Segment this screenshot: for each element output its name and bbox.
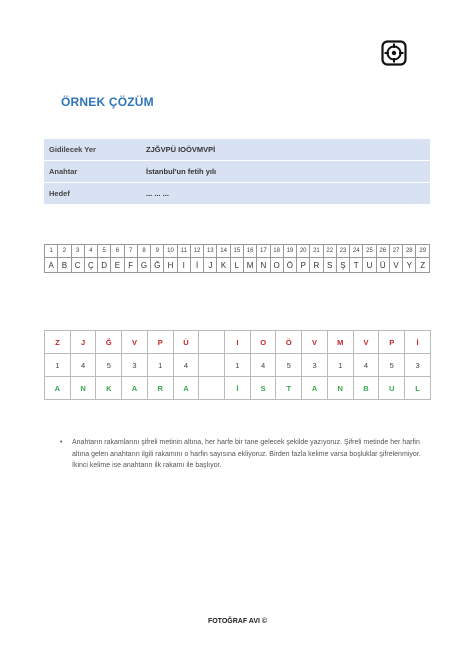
cipher-letter-cell: Ğ: [96, 331, 122, 354]
key-digit-cell: 3: [405, 354, 431, 377]
plain-letter-cell: [199, 377, 225, 400]
cipher-letter-cell: [199, 331, 225, 354]
plain-letter-cell: İ: [225, 377, 251, 400]
plain-letter-cell: N: [327, 377, 353, 400]
plain-letter-cell: L: [405, 377, 431, 400]
plain-letter-cell: A: [45, 377, 71, 400]
alphabet-letter-cell: Ö: [283, 258, 296, 273]
cipher-letter-cell: Ü: [173, 331, 199, 354]
plain-letter-cell: A: [302, 377, 328, 400]
alphabet-number-cell: 4: [84, 245, 97, 258]
alphabet-letter-cell: M: [243, 258, 256, 273]
alphabet-number-row: [45, 245, 430, 258]
cipher-letter-cell: I: [225, 331, 251, 354]
alphabet-number-cell: 14: [217, 245, 230, 258]
alphabet-number-cell: 11: [177, 245, 190, 258]
info-row-key: [44, 161, 430, 182]
key-digit-cell: 1: [147, 354, 173, 377]
alphabet-number-cell: 1: [45, 245, 58, 258]
plain-text-row: [45, 377, 431, 400]
bullet: •: [60, 439, 63, 446]
alphabet-letter-cell: İ: [190, 258, 203, 273]
alphabet-number-cell: 13: [204, 245, 217, 258]
plain-letter-cell: B: [353, 377, 379, 400]
alphabet-letter-cell: Ğ: [151, 258, 164, 273]
footer: FOTOĞRAF AVI ©: [207, 618, 268, 625]
alphabet-letter-cell: R: [310, 258, 323, 273]
info-table: [44, 138, 430, 205]
info-value: ZJĞVPÜ IOÖVMVPİ: [141, 139, 430, 160]
alphabet-number-cell: 28: [403, 245, 416, 258]
key-digit-cell: 4: [250, 354, 276, 377]
alphabet-letter-cell: H: [164, 258, 177, 273]
alphabet-letter-cell: Y: [403, 258, 416, 273]
alphabet-letter-cell: Ç: [84, 258, 97, 273]
alphabet-letter-cell: L: [230, 258, 243, 273]
alphabet-number-cell: 16: [243, 245, 256, 258]
alphabet-number-cell: 24: [350, 245, 363, 258]
alphabet-letter-cell: B: [58, 258, 71, 273]
alphabet-number-cell: 22: [323, 245, 336, 258]
cipher-letter-cell: V: [302, 331, 328, 354]
plain-letter-cell: K: [96, 377, 122, 400]
alphabet-letter-cell: N: [257, 258, 270, 273]
plain-letter-cell: S: [250, 377, 276, 400]
cipher-letter-cell: O: [250, 331, 276, 354]
key-digit-cell: 4: [173, 354, 199, 377]
alphabet-number-cell: 12: [190, 245, 203, 258]
alphabet-letter-cell: C: [71, 258, 84, 273]
info-row-target: [44, 183, 430, 204]
alphabet-number-cell: 18: [270, 245, 283, 258]
info-key: Anahtar: [44, 161, 141, 182]
plain-letter-cell: T: [276, 377, 302, 400]
alphabet-number-cell: 9: [151, 245, 164, 258]
page-title: ÖRNEK ÇÖZÜM: [61, 95, 154, 109]
alphabet-number-cell: 27: [389, 245, 402, 258]
explanation-note: [60, 437, 422, 472]
plain-letter-cell: A: [173, 377, 199, 400]
alphabet-letter-cell: U: [363, 258, 376, 273]
alphabet-letter-cell: P: [297, 258, 310, 273]
alphabet-number-cell: 21: [310, 245, 323, 258]
alphabet-letter-cell: A: [45, 258, 58, 273]
key-digit-cell: 1: [327, 354, 353, 377]
alphabet-letter-row: [45, 258, 430, 273]
alphabet-letter-cell: Z: [416, 258, 430, 273]
alphabet-number-cell: 5: [98, 245, 111, 258]
alphabet-letter-cell: J: [204, 258, 217, 273]
alphabet-number-cell: 19: [283, 245, 296, 258]
cipher-letter-cell: V: [122, 331, 148, 354]
cipher-letter-cell: P: [379, 331, 405, 354]
info-key: Hedef: [44, 183, 141, 204]
alphabet-number-cell: 8: [137, 245, 150, 258]
alphabet-number-cell: 17: [257, 245, 270, 258]
cipher-letter-cell: Ö: [276, 331, 302, 354]
alphabet-number-cell: 26: [376, 245, 389, 258]
key-digit-row: [45, 354, 431, 377]
alphabet-letter-cell: Ü: [376, 258, 389, 273]
alphabet-number-cell: 20: [297, 245, 310, 258]
key-digit-cell: 5: [96, 354, 122, 377]
alphabet-letter-cell: Ş: [336, 258, 349, 273]
cipher-text-row: [45, 331, 431, 354]
alphabet-letter-cell: I: [177, 258, 190, 273]
plain-letter-cell: R: [147, 377, 173, 400]
alphabet-number-cell: 3: [71, 245, 84, 258]
alphabet-number-cell: 29: [416, 245, 430, 258]
alphabet-letter-cell: V: [389, 258, 402, 273]
key-digit-cell: 3: [302, 354, 328, 377]
alphabet-number-cell: 10: [164, 245, 177, 258]
key-digit-cell: [199, 354, 225, 377]
alphabet-letter-cell: G: [137, 258, 150, 273]
info-row-destination: [44, 139, 430, 160]
cipher-letter-cell: Z: [45, 331, 71, 354]
cipher-table: [44, 330, 431, 400]
key-digit-cell: 3: [122, 354, 148, 377]
alphabet-number-cell: 25: [363, 245, 376, 258]
alphabet-number-cell: 15: [230, 245, 243, 258]
alphabet-table: [44, 244, 430, 273]
alphabet-number-cell: 7: [124, 245, 137, 258]
key-digit-cell: 5: [379, 354, 405, 377]
cipher-letter-cell: J: [70, 331, 96, 354]
alphabet-letter-cell: T: [350, 258, 363, 273]
cipher-letter-cell: İ: [405, 331, 431, 354]
key-digit-cell: 5: [276, 354, 302, 377]
alphabet-number-cell: 23: [336, 245, 349, 258]
key-digit-cell: 1: [45, 354, 71, 377]
alphabet-letter-cell: K: [217, 258, 230, 273]
cipher-letter-cell: V: [353, 331, 379, 354]
info-value: ... ... ...: [141, 183, 430, 204]
alphabet-letter-cell: D: [98, 258, 111, 273]
key-digit-cell: 1: [225, 354, 251, 377]
key-digit-cell: 4: [353, 354, 379, 377]
info-key: Gidilecek Yer: [44, 139, 141, 160]
key-digit-cell: 4: [70, 354, 96, 377]
plain-letter-cell: U: [379, 377, 405, 400]
alphabet-letter-cell: F: [124, 258, 137, 273]
cipher-letter-cell: P: [147, 331, 173, 354]
info-value: İstanbul'un fetih yılı: [141, 161, 430, 182]
alphabet-letter-cell: S: [323, 258, 336, 273]
alphabet-letter-cell: E: [111, 258, 124, 273]
explanation-text: Anahtarın rakamlarını şifreli metinin altına, her harfe bir tane gelecek şekilde yazıyoruz. Şifreli metinde her harfin altına gelen anahtarın ilgili rakamını o harfin sayısına ekliyoruz. Birden fazla kelime varsa boşluklar şifrelenmiyor. İkinci kelime ise anahtarın ilk rakamı ile başlıyor.: [72, 439, 421, 469]
cipher-letter-cell: M: [327, 331, 353, 354]
plain-letter-cell: A: [122, 377, 148, 400]
alphabet-letter-cell: O: [270, 258, 283, 273]
alphabet-number-cell: 2: [58, 245, 71, 258]
plain-letter-cell: N: [70, 377, 96, 400]
alphabet-number-cell: 6: [111, 245, 124, 258]
crosshair-icon: [381, 40, 407, 66]
